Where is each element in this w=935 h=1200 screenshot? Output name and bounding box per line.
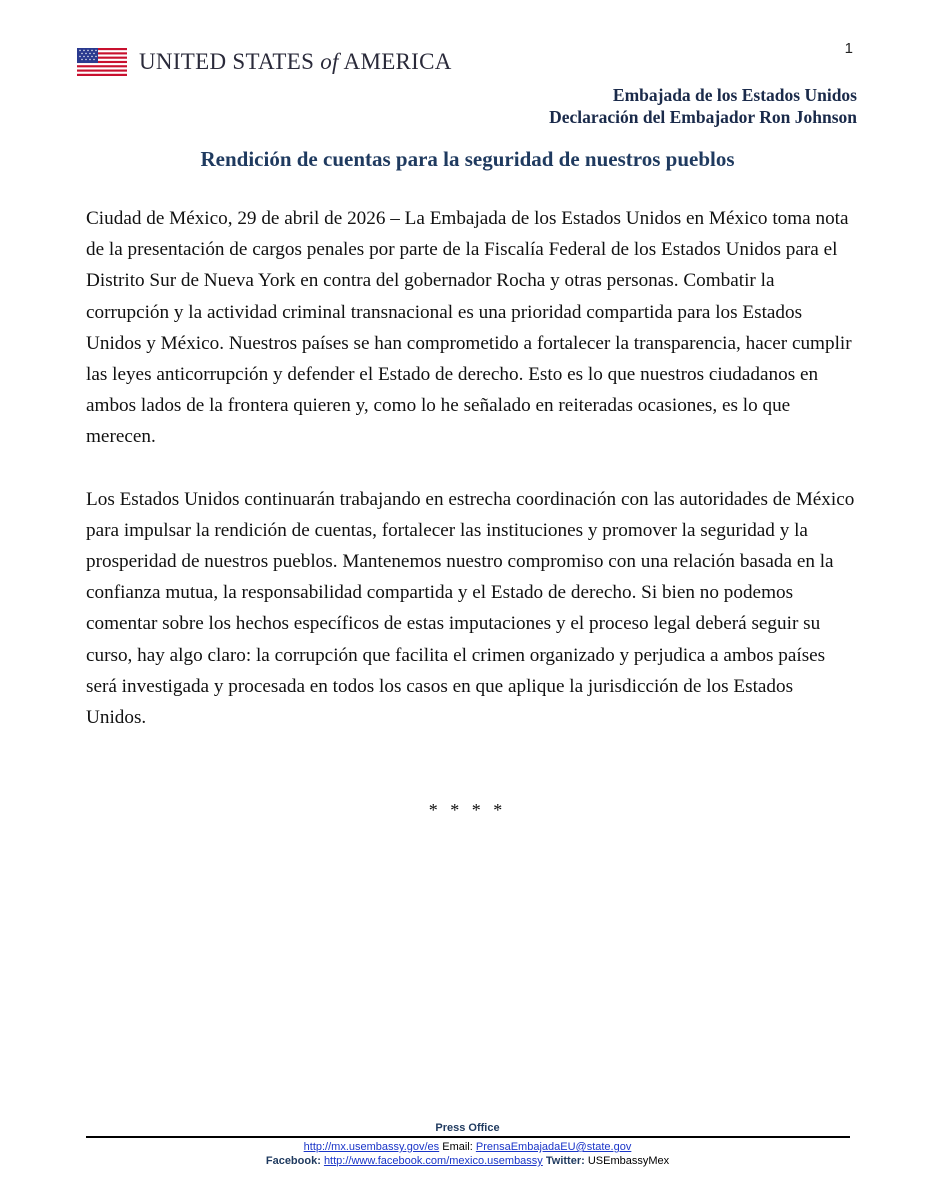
page-number: 1 bbox=[844, 40, 853, 57]
email-link[interactable]: PrensaEmbajadaEU@state.gov bbox=[475, 1141, 632, 1153]
brand-text-part1: UNITED STATES bbox=[139, 49, 321, 74]
org-line-embassy: Embajada de los Estados Unidos bbox=[612, 85, 857, 105]
paragraph-2: Los Estados Unidos continuarán trabajando en estrecha coordinación con las autoridades de México para impulsar la rendición de cuentas, fortalecer las instituciones y promover la seguridad y la prosperidad de nuestros pueblos. Mantenemos nuestro compromiso con una relación basada en la confianza mutua, la responsabilidad compartida y el Estado de derecho. Si bien no podemos comentar sobre los hechos específicos de estas imputaciones y el proceso legal deberá seguir su curso, hay algo claro: la corrupción que facilita el crimen organizado y perjudica a ambos países será investigada y procesada en todos los casos en que aplique la jurisdicción de los Estados Unidos. bbox=[86, 488, 855, 729]
end-separator: * * * * bbox=[428, 800, 507, 820]
brand-text-part2: AMERICA bbox=[338, 49, 452, 74]
footer-divider bbox=[86, 1136, 850, 1138]
facebook-label: Facebook: bbox=[265, 1155, 321, 1167]
press-office-label: Press Office bbox=[435, 1122, 500, 1134]
organization-block bbox=[549, 84, 857, 128]
brand-header bbox=[77, 48, 452, 76]
footer-contact-line bbox=[0, 1140, 935, 1154]
org-line-statement: Declaración del Embajador Ron Johnson bbox=[549, 107, 857, 127]
paragraph-1: Ciudad de México, 29 de abril de 2026 – La Embajada de los Estados Unidos en México toma nota de la presentación de cargos penales por parte de la Fiscalía Federal de los Estados Unidos para el Distrito Sur de Nueva York en contra del gobernador Rocha y otras personas. Combatir la corrupción y la actividad criminal transnacional es una prioridad compartida para los Estados Unidos y México. Nuestros países se han comprometido a fortalecer la transparencia, hacer cumplir las leyes anticorrupción y defender el Estado de derecho. Esto es lo que nuestros ciudadanos en ambos lados de la frontera quieren y, como lo he señalado en reiteradas ocasiones, es lo que merecen. bbox=[86, 208, 852, 448]
twitter-label: Twitter: bbox=[545, 1155, 585, 1167]
twitter-handle[interactable]: USEmbassyMex bbox=[587, 1155, 670, 1167]
email-label: Email: bbox=[439, 1141, 476, 1153]
document-body bbox=[86, 203, 856, 764]
document-title: Rendición de cuentas para la seguridad de nuestros pueblos bbox=[200, 147, 735, 171]
brand-text-of: of bbox=[320, 49, 339, 74]
us-flag-icon bbox=[77, 48, 127, 76]
facebook-link[interactable]: http://www.facebook.com/mexico.usembassy bbox=[323, 1155, 543, 1167]
brand-wordmark bbox=[139, 49, 452, 75]
footer-social-line bbox=[0, 1154, 935, 1168]
website-link[interactable]: http://mx.usembassy.gov/es bbox=[303, 1141, 440, 1153]
footer bbox=[0, 1121, 935, 1168]
